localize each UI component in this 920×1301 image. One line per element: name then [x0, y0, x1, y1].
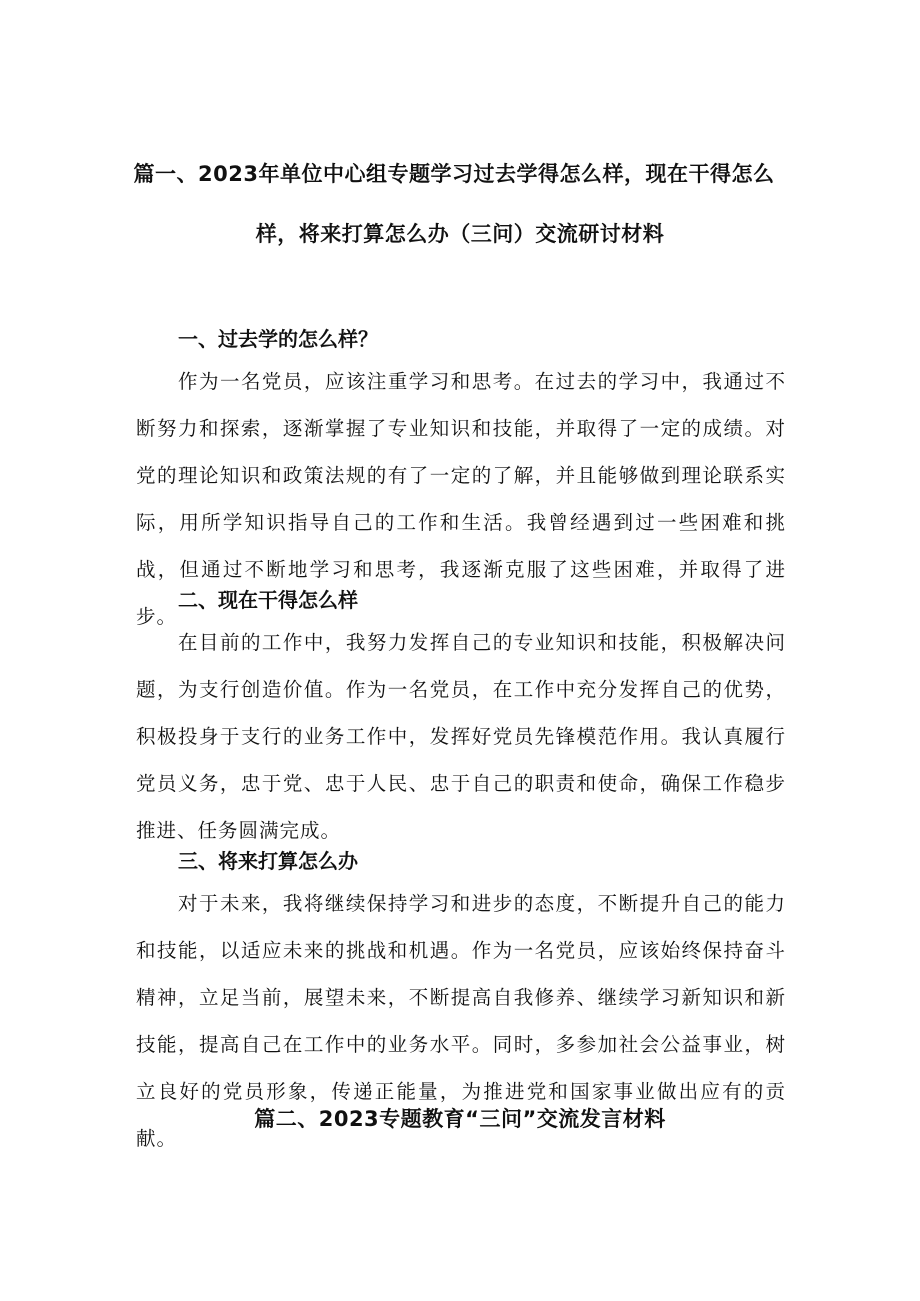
section-1-body: 作为一名党员，应该注重学习和思考。在过去的学习中，我通过不断努力和探索，逐渐掌握了专业知识和技能，并取得了一定的成绩。对党的理论知识和政策法规的有了一定的了解，并且能够做到理论联系实际，用所学知识指导自己的工作和生活。我曾经遇到过一些困难和挑战，但通过不断地学习和思考，我逐渐克服了这些困难，并取得了进步。 — [136, 370, 786, 628]
next-document-title: 篇二、2023专题教育“三问”交流发言材料 — [254, 1107, 666, 1131]
document-title-line-2: 样，将来打算怎么办（三问）交流研讨材料 — [255, 222, 665, 246]
document-title-line-1: 篇一、2023年单位中心组专题学习过去学得怎么样，现在干得怎么 — [133, 162, 775, 186]
section-1-heading: 一、过去学的怎么样？ — [178, 327, 378, 351]
section-2-body: 在目前的工作中，我努力发挥自己的专业知识和技能，积极解决问题，为支行创造价值。作为一名党员，在工作中充分发挥自己的优势，积极投身于支行的业务工作中，发挥好党员先锋模范作用。我认真履行党员义务，忠于党、忠于人民、忠于自己的职责和使命，确保工作稳步推进、任务圆满完成。 — [136, 631, 786, 842]
section-3-body: 对于未来，我将继续保持学习和进步的态度，不断提升自己的能力和技能，以适应未来的挑战和机遇。作为一名党员，应该始终保持奋斗精神，立足当前，展望未来，不断提高自我修养、继续学习新知识和新技能，提高自己在工作中的业务水平。同时，多参加社会公益事业，树立良好的党员形象，传递正能量，为推进党和国家事业做出应有的贡献。 — [136, 892, 786, 1150]
section-2-heading: 二、现在干得怎么样 — [178, 588, 358, 612]
section-3-heading: 三、将来打算怎么办 — [178, 849, 358, 873]
